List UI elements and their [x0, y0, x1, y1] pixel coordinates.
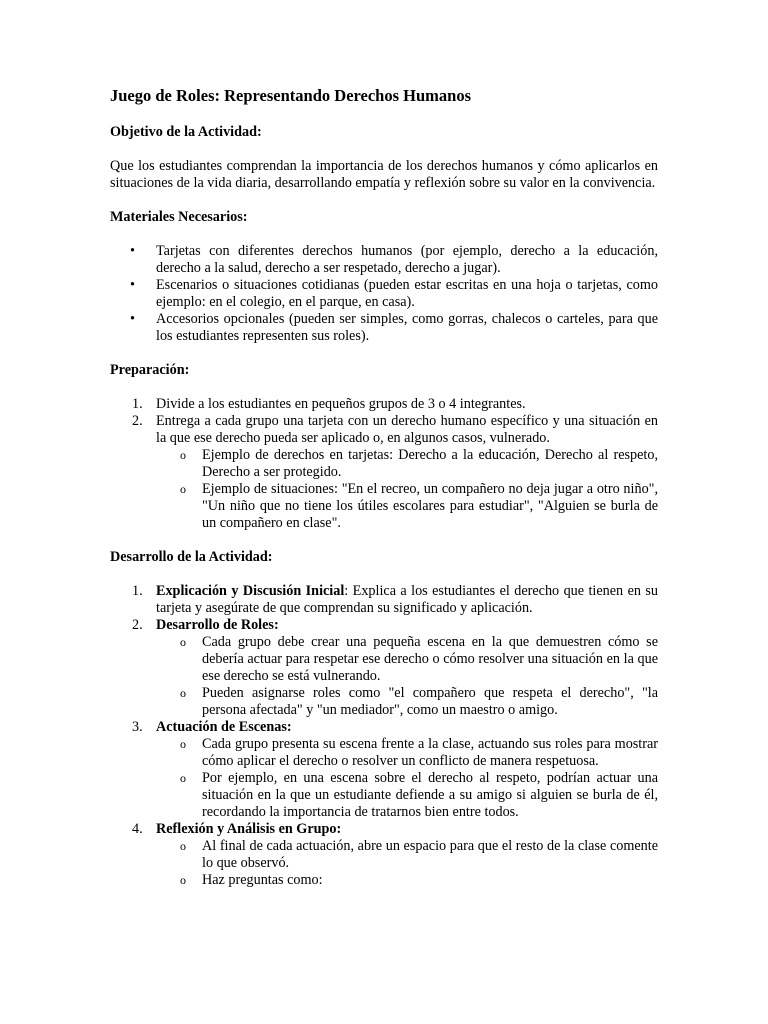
step-sublist: [156, 838, 658, 889]
sub-bullet: o: [180, 873, 186, 887]
preparation-item-text: Divide a los estudiantes en pequeños grupos de 3 o 4 integrantes.: [156, 396, 526, 412]
list-number: 4.: [132, 821, 143, 837]
step-subitem: [156, 634, 658, 685]
sub-bullet: o: [180, 482, 186, 496]
development-heading: Desarrollo de la Actividad:: [110, 549, 273, 565]
step-title: Actuación de Escenas:: [156, 719, 292, 735]
step-title: Desarrollo de Roles:: [156, 617, 279, 633]
sub-bullet: o: [180, 737, 186, 751]
preparation-list: [110, 396, 658, 532]
step-subitem-text: Al final de cada actuación, abre un espacio para que el resto de la clase comente lo que observó.: [202, 838, 658, 871]
sub-bullet: o: [180, 686, 186, 700]
list-number: 1.: [132, 396, 143, 412]
sub-bullet: o: [180, 839, 186, 853]
document-body: [110, 86, 658, 906]
preparation-subitem-text: Ejemplo de derechos en tarjetas: Derecho a la educación, Derecho al respeto, Derecho a ser protegido.: [202, 447, 658, 480]
development-list: [110, 583, 658, 889]
development-step: [110, 583, 658, 617]
preparation-item: [110, 413, 658, 532]
step-subitem: [156, 736, 658, 770]
preparation-sublist: [156, 447, 658, 532]
preparation-subitem: [156, 447, 658, 481]
objective-text: Que los estudiantes comprendan la importancia de los derechos humanos y cómo aplicarlos en situaciones de la vida diaria, desarrollando empatía y reflexión sobre su valor en la convivencia.: [110, 158, 658, 191]
preparation-item: [110, 396, 658, 413]
sub-bullet: o: [180, 771, 186, 785]
step-subitem-text: Pueden asignarse roles como "el compañero que respeta el derecho", "la persona afectada" y "un mediador", como un maestro o amigo.: [202, 685, 658, 718]
sub-bullet: o: [180, 448, 186, 462]
preparation-item-text: Entrega a cada grupo una tarjeta con un derecho humano específico y una situación en la que ese derecho pueda ser aplicado o, en algunos casos, vulnerado.: [156, 413, 658, 446]
step-subitem: [156, 770, 658, 821]
list-number: 2.: [132, 617, 143, 633]
materials-item: • Escenarios o situaciones cotidianas (pueden estar escritas en una hoja o tarjetas, como ejemplo: en el colegio, en el parque, en casa).: [110, 277, 658, 311]
step-subitem-text: Haz preguntas como:: [202, 872, 323, 888]
materials-item: • Tarjetas con diferentes derechos humanos (por ejemplo, derecho a la educación, derecho a la salud, derecho a ser respetado, derecho a jugar).: [110, 243, 658, 277]
list-number: 2.: [132, 413, 143, 429]
step-title: Explicación y Discusión Inicial: [156, 583, 345, 599]
materials-heading: Materiales Necesarios:: [110, 209, 248, 225]
preparation-subitem: [156, 481, 658, 532]
step-subitem-text: Cada grupo presenta su escena frente a la clase, actuando sus roles para mostrar cómo aplicar el derecho o resolver un conflicto de manera respetuosa.: [202, 736, 658, 769]
objective-heading: Objetivo de la Actividad:: [110, 124, 262, 140]
step-subitem: [156, 872, 658, 889]
document-title: Juego de Roles: Representando Derechos Humanos: [110, 86, 472, 105]
development-step: [110, 719, 658, 821]
list-number: 3.: [132, 719, 143, 735]
step-subitem-text: Cada grupo debe crear una pequeña escena en la que demuestren cómo se debería actuar para respetar ese derecho o cómo resolver una situación en la que ese derecho se está vulnerando.: [202, 634, 658, 684]
sub-bullet: o: [180, 635, 186, 649]
development-step: [110, 617, 658, 719]
step-subitem-text: Por ejemplo, en una escena sobre el derecho al respeto, podrían actuar una situación en la que un estudiante defiende a su amigo si alguien se burla de él, recordando la importancia de tratarnos bien entre todos.: [202, 770, 658, 820]
step-subitem: [156, 685, 658, 719]
step-text: : Explica a los estudiantes el derecho que tienen en su tarjeta y asegúrate de que comprendan su significado y aplicación.: [156, 583, 658, 616]
step-subitem: [156, 838, 658, 872]
list-number: 1.: [132, 583, 143, 599]
preparation-subitem-text: Ejemplo de situaciones: "En el recreo, un compañero no deja jugar a otro niño", "Un niño que no tiene los útiles escolares para estudiar", "Alguien se burla de un compañero en clase".: [202, 481, 658, 531]
materials-list: [110, 243, 658, 345]
step-sublist: [156, 736, 658, 821]
preparation-heading: Preparación:: [110, 362, 190, 378]
development-step: [110, 821, 658, 889]
materials-item: • Accesorios opcionales (pueden ser simples, como gorras, chalecos o carteles, para que los estudiantes representen sus roles).: [110, 311, 658, 345]
step-sublist: [156, 634, 658, 719]
step-title: Reflexión y Análisis en Grupo:: [156, 821, 342, 837]
